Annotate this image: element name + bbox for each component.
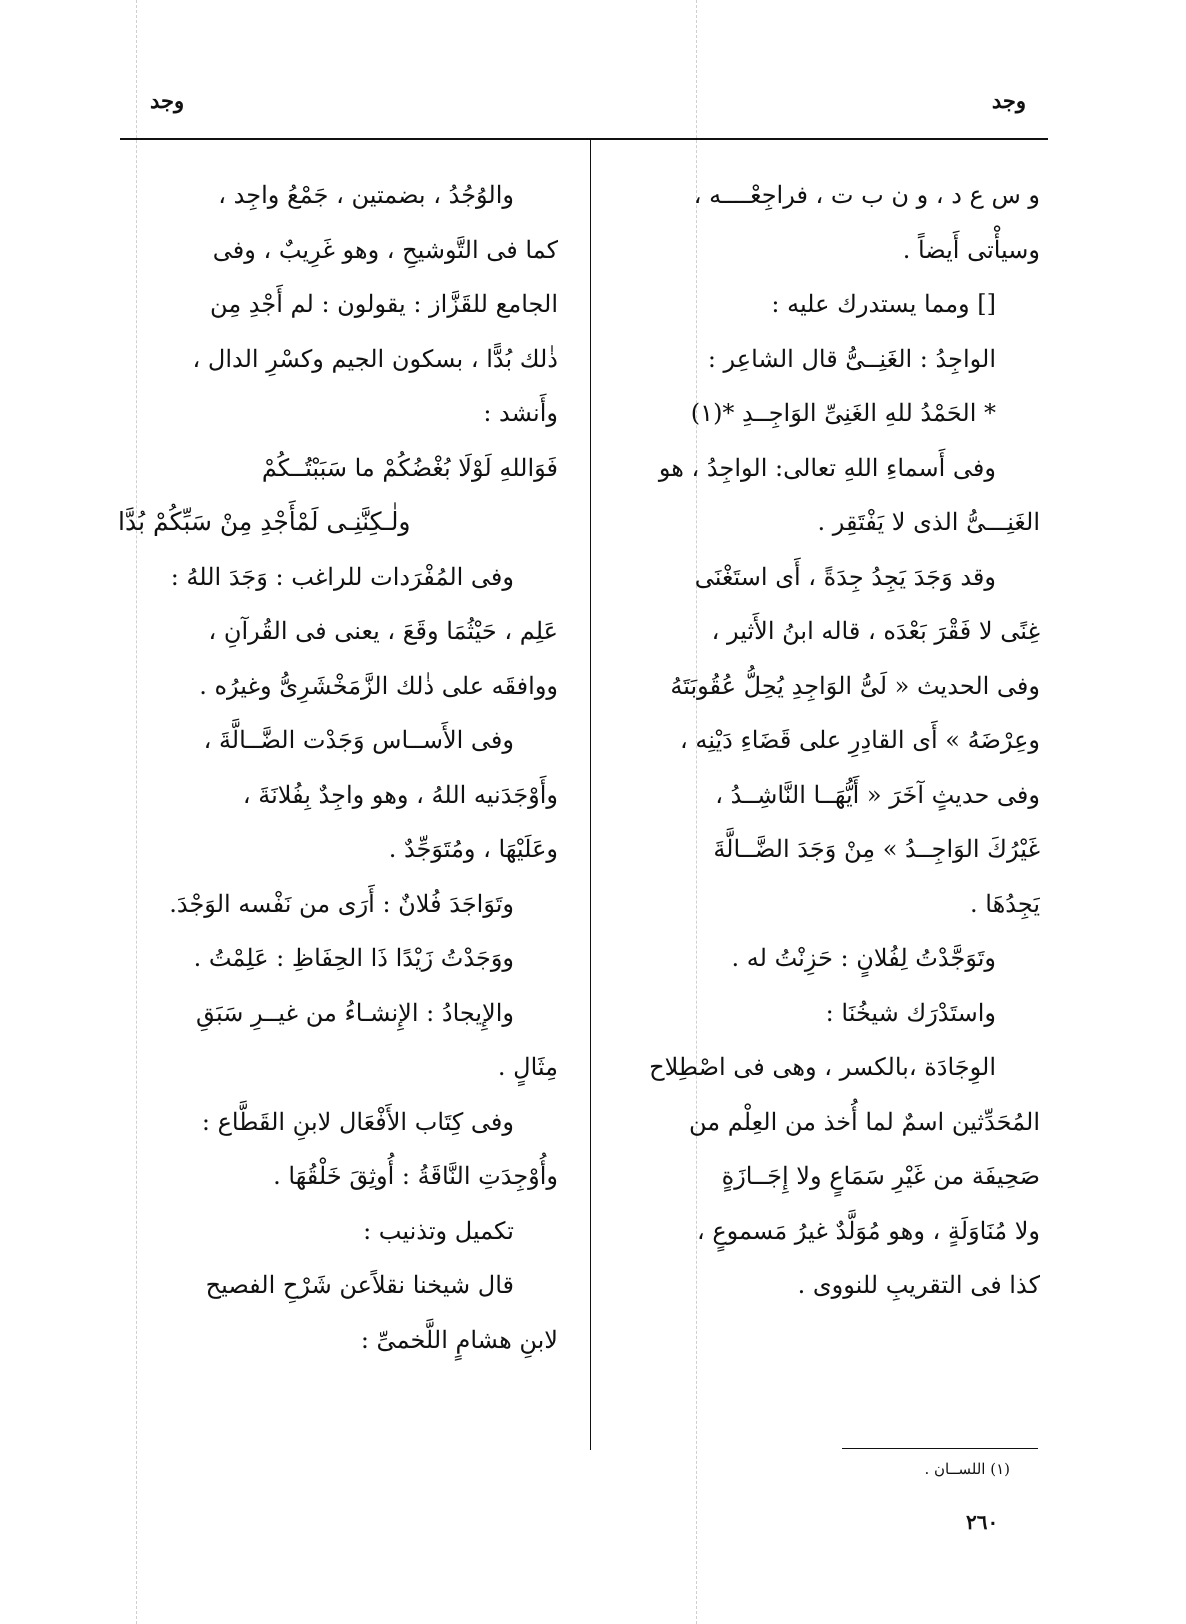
running-head-right: وجد [991, 88, 1026, 113]
text-line: ولا مُنَاوَلَةٍ ، وهو مُوَلَّدٌ غيرُ مَسموعٍ ، [696, 1216, 1040, 1245]
text-line: وفى حديثٍ آخَرَ « أَيُّهَــا النَّاشِــدُ ، [715, 780, 1040, 809]
text-line: لابنِ هشامٍ اللَّخمىِّ : [360, 1325, 558, 1354]
text-line: الواجِدُ : الغَنِــىُّ قال الشاعِر : [707, 344, 996, 373]
column-divider [590, 138, 591, 1450]
text-line: واستَدْرَك شيخُنَا : [825, 998, 996, 1027]
running-head-left: وجد [150, 88, 185, 113]
text-line: وفى أَسماءِ اللهِ تعالى: الواجِدُ ، هو [658, 453, 996, 482]
text-line: مِثَالٍ . [497, 1053, 558, 1081]
text-line: وفى الأَســاس وَجَدْت الضَّــالَّةَ ، [203, 726, 514, 754]
text-line: وعَلَيْهَا ، ومُتَوَجِّدٌ . [388, 835, 558, 863]
text-line: وأُوْجِدَتِ النَّاقَةُ : أُوثِقَ خَلْقُهَا . [273, 1162, 558, 1190]
text-line: وقد وَجَدَ يَجِدُ جِدَةً ، أَى استَغْنَى [694, 562, 996, 591]
text-line: وأَنشد : [483, 399, 558, 427]
text-line: وتَوَاجَدَ فُلانٌ : أَرَى من نَفْسه الوَجْدَ. [169, 889, 514, 918]
text-line: كذا فى التقريبِ للنووى . [797, 1271, 1040, 1299]
text-line: وأَوْجَدَنيه اللهُ ، وهو واجِدٌ بِفُلانَةَ ، [242, 780, 558, 809]
text-line: و س ع د ، و ن ب ت ، فراجِعْــــه ، [693, 181, 1040, 209]
footnote: (١) اللســان . [924, 1460, 1010, 1478]
text-line: غِنًى لا فَقْرَ بَعْدَه ، قاله ابنُ الأَثير ، [711, 617, 1040, 645]
header-rule [120, 138, 1048, 140]
text-line: يَجِدُهَا . [970, 889, 1040, 918]
page-number: ٢٦٠ [966, 1510, 999, 1534]
text-line: وفى الحديث « لَىُّ الوَاجِدِ يُحِلُّ عُقُوبَتَهُ [670, 671, 1040, 700]
text-line: وسيأْتى أَيضاً . [902, 235, 1040, 264]
text-line: الوِجَادَة ،بالكسر ، وهى فى اصْطِلاح [649, 1053, 996, 1081]
text-line: ووَجَدْتُ زَيْدًا ذَا الحِفَاظِ : عَلِمْتُ . [193, 944, 514, 972]
verse-line: ولٰـكِنَّنِـى لَمْأَجْدِ مِنْ سَبِّكُمْ بُدَّا [118, 507, 411, 536]
right-column [620, 168, 1040, 1313]
text-line: وفى المُفْرَدات للراغب : وَجَدَ اللهُ : [170, 562, 514, 591]
text-line: والوُجُدُ ، بضمتين ، جَمْعُ واجِد ، [218, 181, 514, 209]
text-line: كما فى التَّوشيحِ ، وهو غَرِيبٌ ، وفى [212, 235, 558, 264]
text-line: الجامع للقَزَّاز : يقولون : لم أَجْدِ مِن [210, 290, 558, 318]
left-column [118, 168, 558, 1367]
text-line: الغَنِـــىُّ الذى لا يَفْتَقِر . [817, 508, 1040, 536]
text-line: وفى كِتَاب الأَفْعَال لابنِ القَطَّاع : [201, 1107, 514, 1136]
text-line: والإِيجادُ : الإِنشـاءُ من غيــرِ سَبَقِ [195, 998, 514, 1027]
text-line: وتَوَجَّدْتُ لِفُلانٍ : حَزِنْتُ له . [731, 944, 996, 972]
text-line: عَلِم ، حَيْثُمَا وقَعَ ، يعنى فى القُرآنِ ، [208, 617, 558, 645]
verse-line: فَوَاللهِ لَوْلَا بُغْضُكُمْ ما سَبَبْتُــكُمْ [261, 453, 558, 482]
text-line: صَحِيفَة من غَيْرِ سَمَاعٍ ولا إِجَــازَةٍ [721, 1162, 1040, 1190]
text-line: المُحَدِّثين اسمٌ لما أُخذ من العِلْم من [689, 1107, 1040, 1136]
text-line: وعِرْضَهُ » أَى القادِرِ على قَضَاءِ دَيْنِه ، [679, 726, 1040, 754]
text-line: ذٰلك بُدًّا ، بسكون الجيم وكسْرِ الدال ، [192, 344, 558, 373]
text-line: [] ومما يستدرك عليه : [771, 290, 996, 318]
text-line: ووافقَه على ذٰلك الزَّمَخْشَرِىُّ وغيرُه . [199, 671, 558, 700]
text-line: غَيْرُكَ الوَاجِــدُ » مِنْ وَجَدَ الضَّــالَّةَ [713, 835, 1040, 863]
text-line: قال شيخنا نقلاًعن شَرْحِ الفصيح [205, 1271, 514, 1299]
text-line: تكميل وتذنيب : [363, 1216, 514, 1245]
footnote-rule [842, 1448, 1038, 1449]
verse-line: * الحَمْدُ للهِ الغَنِىِّ الوَاجِــدِ *(١) [690, 399, 996, 427]
